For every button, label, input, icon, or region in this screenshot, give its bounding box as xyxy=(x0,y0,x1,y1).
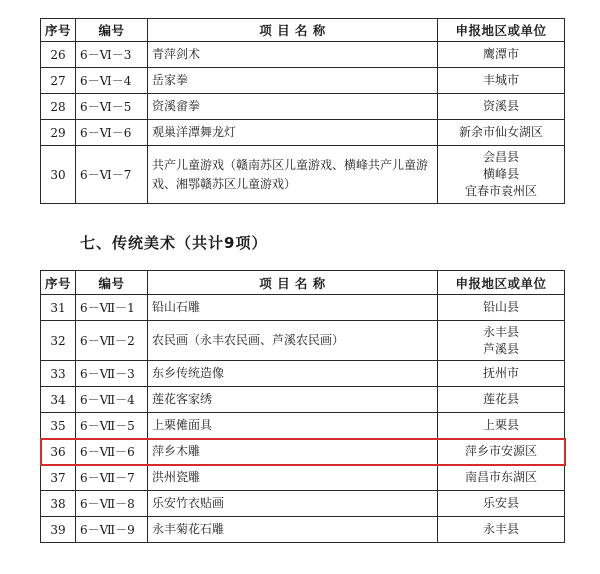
table-row xyxy=(41,321,565,361)
cell-name: 莲花客家绣 xyxy=(148,387,438,413)
cell-seq: 35 xyxy=(41,413,76,439)
table-row xyxy=(41,68,565,94)
cell-name: 农民画（永丰农民画、芦溪农民画） xyxy=(148,321,438,361)
table-row xyxy=(41,491,565,517)
header-seq: 序号 xyxy=(41,19,76,42)
cell-code: 6－Ⅵ－4 xyxy=(76,68,148,94)
cell-region: 资溪县 xyxy=(438,94,565,120)
cell-name: 永丰菊花石雕 xyxy=(148,517,438,543)
header-code: 编号 xyxy=(76,19,148,42)
cell-region: 南昌市东湖区 xyxy=(438,465,565,491)
cell-code: 6－Ⅶ－8 xyxy=(76,491,148,517)
cell-code: 6－Ⅶ－6 xyxy=(76,439,148,465)
table-row-highlighted xyxy=(41,439,565,465)
cell-seq: 34 xyxy=(41,387,76,413)
cell-code: 6－Ⅶ－5 xyxy=(76,413,148,439)
cell-seq: 30 xyxy=(41,146,76,204)
cell-region: 会昌县 横峰县 宜春市袁州区 xyxy=(438,146,565,204)
cell-seq: 33 xyxy=(41,361,76,387)
header-region: 申报地区或单位 xyxy=(438,271,565,295)
cell-region: 铅山县 xyxy=(438,295,565,321)
heritage-table-fine-arts xyxy=(40,270,565,543)
table-header-row xyxy=(41,271,565,295)
cell-region: 乐安县 xyxy=(438,491,565,517)
cell-region: 萍乡市安源区 xyxy=(438,439,565,465)
table-row xyxy=(41,413,565,439)
table-row xyxy=(41,465,565,491)
cell-name: 萍乡木雕 xyxy=(148,439,438,465)
cell-seq: 38 xyxy=(41,491,76,517)
cell-code: 6－Ⅵ－3 xyxy=(76,42,148,68)
cell-code: 6－Ⅶ－4 xyxy=(76,387,148,413)
table-row xyxy=(41,94,565,120)
cell-seq: 32 xyxy=(41,321,76,361)
cell-region: 莲花县 xyxy=(438,387,565,413)
cell-code: 6－Ⅵ－6 xyxy=(76,120,148,146)
cell-name: 铅山石雕 xyxy=(148,295,438,321)
header-seq: 序号 xyxy=(41,271,76,295)
cell-seq: 28 xyxy=(41,94,76,120)
header-name: 项 目 名 称 xyxy=(148,271,438,295)
header-name: 项 目 名 称 xyxy=(148,19,438,42)
cell-name: 观巢洋潭舞龙灯 xyxy=(148,120,438,146)
cell-name: 岳家拳 xyxy=(148,68,438,94)
cell-region: 丰城市 xyxy=(438,68,565,94)
table-row xyxy=(41,295,565,321)
section-title: 七、传统美术（共计9项） xyxy=(80,234,268,252)
header-code: 编号 xyxy=(76,271,148,295)
table-row xyxy=(41,387,565,413)
header-region: 申报地区或单位 xyxy=(438,19,565,42)
cell-name: 洪州瓷雕 xyxy=(148,465,438,491)
cell-name: 资溪畲拳 xyxy=(148,94,438,120)
cell-region: 抚州市 xyxy=(438,361,565,387)
table-row xyxy=(41,42,565,68)
cell-seq: 37 xyxy=(41,465,76,491)
cell-seq: 27 xyxy=(41,68,76,94)
cell-seq: 36 xyxy=(41,439,76,465)
table-row xyxy=(41,361,565,387)
cell-code: 6－Ⅵ－5 xyxy=(76,94,148,120)
cell-seq: 31 xyxy=(41,295,76,321)
table-row xyxy=(41,146,565,204)
cell-name: 乐安竹衣贴画 xyxy=(148,491,438,517)
cell-region: 新余市仙女湖区 xyxy=(438,120,565,146)
cell-seq: 26 xyxy=(41,42,76,68)
cell-code: 6－Ⅶ－1 xyxy=(76,295,148,321)
cell-name: 青萍剑术 xyxy=(148,42,438,68)
cell-code: 6－Ⅶ－9 xyxy=(76,517,148,543)
table-row xyxy=(41,517,565,543)
cell-region: 永丰县 xyxy=(438,517,565,543)
cell-code: 6－Ⅶ－2 xyxy=(76,321,148,361)
cell-seq: 29 xyxy=(41,120,76,146)
cell-region: 永丰县 芦溪县 xyxy=(438,321,565,361)
cell-seq: 39 xyxy=(41,517,76,543)
cell-code: 6－Ⅵ－7 xyxy=(76,146,148,204)
cell-name: 上栗傩面具 xyxy=(148,413,438,439)
cell-code: 6－Ⅶ－7 xyxy=(76,465,148,491)
table-header-row xyxy=(41,19,565,42)
cell-name: 东乡传统造像 xyxy=(148,361,438,387)
cell-region: 上栗县 xyxy=(438,413,565,439)
heritage-table-sports xyxy=(40,18,565,204)
cell-name: 共产儿童游戏（赣南苏区儿童游戏、横峰共产儿童游戏、湘鄂赣苏区儿童游戏） xyxy=(148,146,438,204)
cell-code: 6－Ⅶ－3 xyxy=(76,361,148,387)
table-row xyxy=(41,120,565,146)
cell-region: 鹰潭市 xyxy=(438,42,565,68)
